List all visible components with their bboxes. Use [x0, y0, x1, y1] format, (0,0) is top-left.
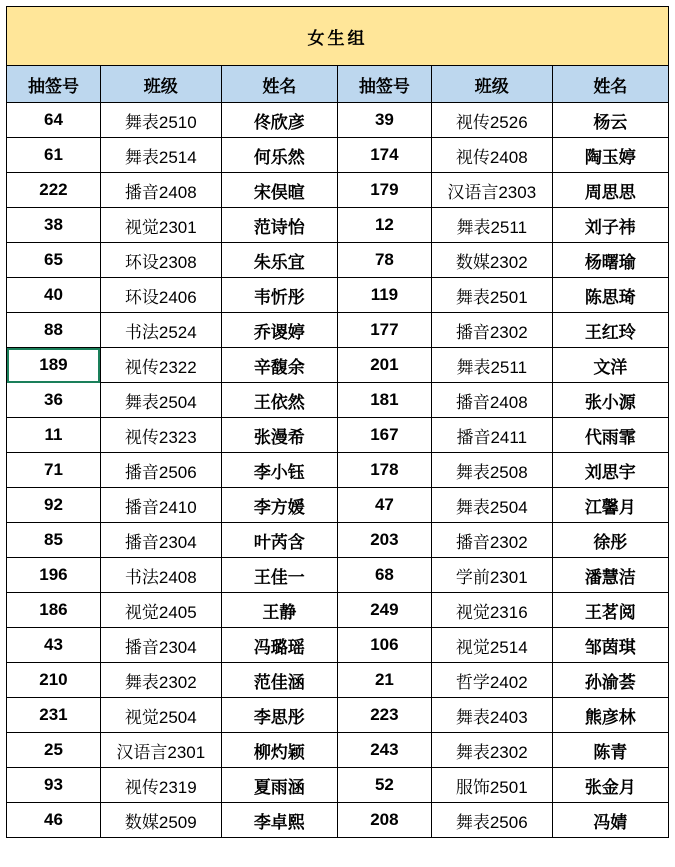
cell-draw-number-right[interactable]: 179 — [337, 173, 431, 208]
cell-name-left[interactable]: 李方媛 — [221, 488, 337, 523]
cell-draw-number-right[interactable]: 39 — [337, 103, 431, 138]
cell-class-right[interactable]: 学前2301 — [431, 558, 552, 593]
cell-name-left[interactable]: 何乐然 — [221, 138, 337, 173]
cell-name-left[interactable]: 辛馥余 — [221, 348, 337, 383]
cell-draw-number-left[interactable]: 64 — [7, 103, 101, 138]
cell-draw-number-left[interactable]: 25 — [7, 733, 101, 768]
cell-draw-number-right[interactable]: 21 — [337, 663, 431, 698]
column-header-draw-number-left[interactable]: 抽签号 — [7, 66, 101, 103]
cell-name-right[interactable]: 冯婧 — [552, 803, 668, 838]
cell-class-right[interactable]: 舞表2403 — [431, 698, 552, 733]
cell-name-left[interactable]: 王依然 — [221, 383, 337, 418]
cell-class-left[interactable]: 舞表2510 — [100, 103, 221, 138]
cell-draw-number-right[interactable]: 201 — [337, 348, 431, 383]
cell-draw-number-left[interactable]: 43 — [7, 628, 101, 663]
cell-name-left[interactable]: 王静 — [221, 593, 337, 628]
cell-draw-number-right[interactable]: 119 — [337, 278, 431, 313]
column-header-name-left[interactable]: 姓名 — [221, 66, 337, 103]
cell-class-left[interactable]: 舞表2504 — [100, 383, 221, 418]
cell-draw-number-left[interactable]: 231 — [7, 698, 101, 733]
cell-name-left[interactable]: 张漫希 — [221, 418, 337, 453]
cell-name-left[interactable]: 冯璐瑶 — [221, 628, 337, 663]
table-row — [7, 138, 669, 173]
cell-name-right[interactable]: 邹茵琪 — [552, 628, 668, 663]
table-row — [7, 453, 669, 488]
table-row — [7, 768, 669, 803]
cell-name-right[interactable]: 文洋 — [552, 348, 668, 383]
table-row — [7, 418, 669, 453]
cell-class-right[interactable]: 播音2302 — [431, 313, 552, 348]
cell-name-right[interactable]: 陈青 — [552, 733, 668, 768]
cell-name-right[interactable]: 王红玲 — [552, 313, 668, 348]
title-row — [7, 7, 669, 66]
cell-class-left[interactable]: 播音2304 — [100, 628, 221, 663]
cell-name-left[interactable]: 佟欣彦 — [221, 103, 337, 138]
cell-class-right[interactable]: 舞表2501 — [431, 278, 552, 313]
cell-class-left[interactable]: 播音2410 — [100, 488, 221, 523]
cell-draw-number-left[interactable]: 210 — [7, 663, 101, 698]
cell-draw-number-left[interactable]: 186 — [7, 593, 101, 628]
table-row — [7, 383, 669, 418]
cell-draw-number-left[interactable]: 189 — [7, 348, 101, 383]
cell-class-right[interactable]: 视觉2514 — [431, 628, 552, 663]
cell-class-right[interactable]: 舞表2508 — [431, 453, 552, 488]
cell-name-right[interactable]: 刘思宇 — [552, 453, 668, 488]
cell-class-right[interactable]: 舞表2511 — [431, 348, 552, 383]
table-row — [7, 103, 669, 138]
column-header-draw-number-right[interactable]: 抽签号 — [337, 66, 431, 103]
cell-class-left[interactable]: 环设2308 — [100, 243, 221, 278]
table-row — [7, 208, 669, 243]
cell-name-right[interactable]: 张金月 — [552, 768, 668, 803]
cell-draw-number-right[interactable]: 52 — [337, 768, 431, 803]
cell-name-right[interactable]: 刘子祎 — [552, 208, 668, 243]
table-row — [7, 803, 669, 838]
table-row — [7, 313, 669, 348]
cell-draw-number-left[interactable]: 93 — [7, 768, 101, 803]
cell-class-left[interactable]: 书法2408 — [100, 558, 221, 593]
cell-draw-number-right[interactable]: 106 — [337, 628, 431, 663]
cell-name-right[interactable]: 张小源 — [552, 383, 668, 418]
cell-class-right[interactable]: 服饰2501 — [431, 768, 552, 803]
cell-draw-number-left[interactable]: 40 — [7, 278, 101, 313]
cell-draw-number-left[interactable]: 65 — [7, 243, 101, 278]
cell-class-left[interactable]: 环设2406 — [100, 278, 221, 313]
cell-draw-number-right[interactable]: 12 — [337, 208, 431, 243]
cell-name-right[interactable]: 熊彦林 — [552, 698, 668, 733]
cell-name-right[interactable]: 陈思琦 — [552, 278, 668, 313]
table-row — [7, 628, 669, 663]
cell-name-left[interactable]: 朱乐宜 — [221, 243, 337, 278]
column-header-class-left[interactable]: 班级 — [100, 66, 221, 103]
cell-draw-number-left[interactable]: 88 — [7, 313, 101, 348]
cell-name-right[interactable]: 潘慧洁 — [552, 558, 668, 593]
cell-draw-number-right[interactable]: 223 — [337, 698, 431, 733]
cell-name-left[interactable]: 范诗怡 — [221, 208, 337, 243]
cell-class-right[interactable]: 播音2408 — [431, 383, 552, 418]
page-title: 女生组 — [7, 7, 669, 66]
cell-name-left[interactable]: 叶芮含 — [221, 523, 337, 558]
cell-class-left[interactable]: 汉语言2301 — [100, 733, 221, 768]
cell-draw-number-right[interactable]: 208 — [337, 803, 431, 838]
cell-class-left[interactable]: 舞表2514 — [100, 138, 221, 173]
cell-class-left[interactable]: 视传2323 — [100, 418, 221, 453]
cell-class-right[interactable]: 视觉2316 — [431, 593, 552, 628]
table-row — [7, 698, 669, 733]
cell-name-right[interactable]: 杨云 — [552, 103, 668, 138]
table-row — [7, 488, 669, 523]
table-row — [7, 348, 669, 383]
cell-draw-number-right[interactable]: 177 — [337, 313, 431, 348]
cell-class-right[interactable]: 播音2302 — [431, 523, 552, 558]
cell-draw-number-left[interactable]: 36 — [7, 383, 101, 418]
cell-class-left[interactable]: 视传2319 — [100, 768, 221, 803]
cell-draw-number-left[interactable]: 11 — [7, 418, 101, 453]
cell-class-left[interactable]: 视觉2405 — [100, 593, 221, 628]
table-row — [7, 733, 669, 768]
table-row — [7, 278, 669, 313]
cell-class-right[interactable]: 播音2411 — [431, 418, 552, 453]
cell-class-left[interactable]: 播音2408 — [100, 173, 221, 208]
cell-name-left[interactable]: 乔谡婷 — [221, 313, 337, 348]
cell-draw-number-left[interactable]: 71 — [7, 453, 101, 488]
cell-class-left[interactable]: 舞表2302 — [100, 663, 221, 698]
cell-class-right[interactable]: 数媒2302 — [431, 243, 552, 278]
table-row — [7, 243, 669, 278]
cell-name-right[interactable]: 徐彤 — [552, 523, 668, 558]
cell-class-right[interactable]: 汉语言2303 — [431, 173, 552, 208]
cell-name-left[interactable]: 李思彤 — [221, 698, 337, 733]
cell-name-right[interactable]: 江馨月 — [552, 488, 668, 523]
cell-draw-number-right[interactable]: 174 — [337, 138, 431, 173]
cell-class-left[interactable]: 书法2524 — [100, 313, 221, 348]
cell-name-left[interactable]: 宋俣暄 — [221, 173, 337, 208]
cell-name-right[interactable]: 代雨霏 — [552, 418, 668, 453]
cell-draw-number-right[interactable]: 68 — [337, 558, 431, 593]
cell-class-right[interactable]: 视传2526 — [431, 103, 552, 138]
cell-name-right[interactable]: 杨曙瑜 — [552, 243, 668, 278]
cell-name-right[interactable]: 周思思 — [552, 173, 668, 208]
cell-draw-number-right[interactable]: 243 — [337, 733, 431, 768]
cell-class-left[interactable]: 视觉2301 — [100, 208, 221, 243]
cell-class-right[interactable]: 哲学2402 — [431, 663, 552, 698]
cell-name-left[interactable]: 李卓熙 — [221, 803, 337, 838]
roster-table — [6, 6, 669, 838]
cell-draw-number-right[interactable]: 249 — [337, 593, 431, 628]
cell-class-right[interactable]: 舞表2302 — [431, 733, 552, 768]
table-row — [7, 558, 669, 593]
cell-draw-number-left[interactable]: 222 — [7, 173, 101, 208]
cell-draw-number-right[interactable]: 167 — [337, 418, 431, 453]
cell-draw-number-left[interactable]: 38 — [7, 208, 101, 243]
cell-name-left[interactable]: 王佳一 — [221, 558, 337, 593]
table-body — [7, 7, 669, 838]
cell-draw-number-right[interactable]: 178 — [337, 453, 431, 488]
cell-draw-number-right[interactable]: 203 — [337, 523, 431, 558]
cell-draw-number-left[interactable]: 46 — [7, 803, 101, 838]
cell-name-left[interactable]: 韦忻彤 — [221, 278, 337, 313]
cell-class-right[interactable]: 舞表2511 — [431, 208, 552, 243]
cell-name-left[interactable]: 夏雨涵 — [221, 768, 337, 803]
cell-class-right[interactable]: 舞表2506 — [431, 803, 552, 838]
cell-class-left[interactable]: 视觉2504 — [100, 698, 221, 733]
cell-name-left[interactable]: 李小钰 — [221, 453, 337, 488]
cell-class-right[interactable]: 视传2408 — [431, 138, 552, 173]
header-row — [7, 66, 669, 103]
table-row — [7, 663, 669, 698]
cell-draw-number-left[interactable]: 61 — [7, 138, 101, 173]
cell-draw-number-left[interactable]: 196 — [7, 558, 101, 593]
cell-class-left[interactable]: 播音2304 — [100, 523, 221, 558]
cell-class-left[interactable]: 视传2322 — [100, 348, 221, 383]
cell-name-right[interactable]: 王茗阅 — [552, 593, 668, 628]
cell-name-left[interactable]: 柳灼颖 — [221, 733, 337, 768]
column-header-name-right[interactable]: 姓名 — [552, 66, 668, 103]
cell-draw-number-right[interactable]: 78 — [337, 243, 431, 278]
cell-name-right[interactable]: 陶玉婷 — [552, 138, 668, 173]
table-row — [7, 593, 669, 628]
cell-draw-number-right[interactable]: 181 — [337, 383, 431, 418]
cell-name-left[interactable]: 范佳涵 — [221, 663, 337, 698]
table-row — [7, 523, 669, 558]
cell-name-right[interactable]: 孙渝荟 — [552, 663, 668, 698]
cell-draw-number-left[interactable]: 92 — [7, 488, 101, 523]
cell-class-right[interactable]: 舞表2504 — [431, 488, 552, 523]
cell-draw-number-left[interactable]: 85 — [7, 523, 101, 558]
cell-class-left[interactable]: 播音2506 — [100, 453, 221, 488]
cell-draw-number-right[interactable]: 47 — [337, 488, 431, 523]
cell-class-left[interactable]: 数媒2509 — [100, 803, 221, 838]
table-row — [7, 173, 669, 208]
column-header-class-right[interactable]: 班级 — [431, 66, 552, 103]
